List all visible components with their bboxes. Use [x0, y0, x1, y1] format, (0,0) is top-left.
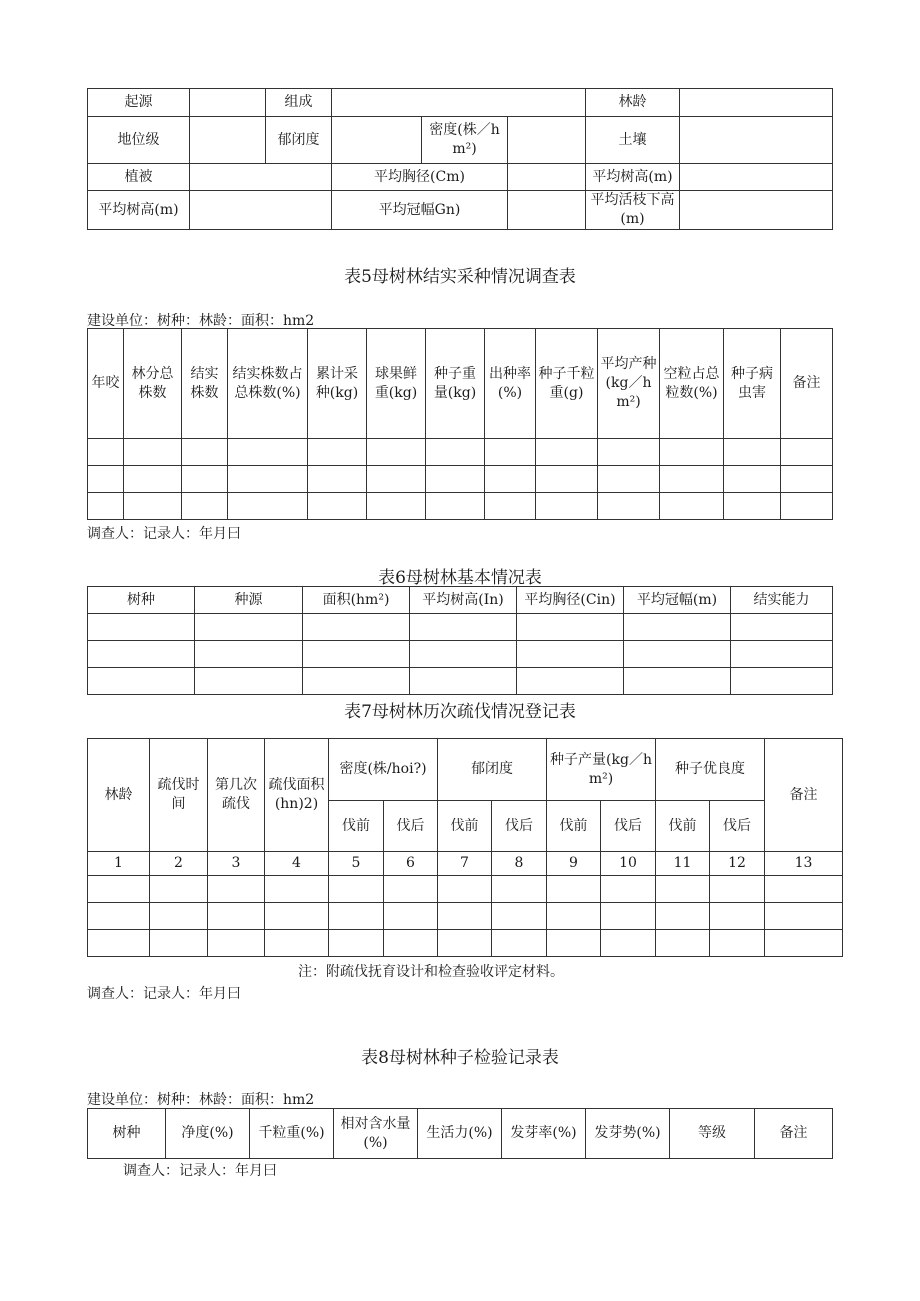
t7-subheader: 伐后	[710, 801, 765, 852]
t7-subheader: 伐后	[492, 801, 547, 852]
t6-header: 结实能力	[731, 587, 833, 614]
t5-header: 出种率(%)	[485, 329, 536, 439]
table-row	[88, 439, 833, 466]
t5-header: 年咬	[88, 329, 124, 439]
t7-header: 密度(株/hoi?)	[329, 739, 438, 801]
t6-header: 平均冠幅(m)	[624, 587, 731, 614]
t5-header: 空粒占总粒数(%)	[660, 329, 724, 439]
cell	[508, 117, 586, 164]
cell	[190, 117, 266, 164]
table8-title: 表8母树林种子检验记录表	[361, 1048, 559, 1068]
t6-header: 树种	[88, 587, 195, 614]
t7-subheader: 伐前	[438, 801, 492, 852]
t7-header: 疏伐时间	[150, 739, 208, 852]
t6-header: 平均树高(In)	[410, 587, 517, 614]
t7-number: 6	[384, 852, 438, 876]
t7-number: 8	[492, 852, 547, 876]
cell	[508, 164, 586, 191]
cell	[332, 89, 586, 117]
cell	[680, 89, 833, 117]
t7-header: 种子优良度	[656, 739, 765, 801]
t8-header: 千粒重(%)	[250, 1109, 334, 1159]
table7-footer: 调查人：记录人：年月曰	[87, 986, 241, 1002]
t7-number: 2	[150, 852, 208, 876]
t5-header: 林分总株数	[124, 329, 182, 439]
t8-header: 备注	[755, 1109, 833, 1159]
label-mean-height-2: 平均树高(m)	[88, 191, 190, 230]
table5-meta: 建设单位：树种：林龄：面积：hm2	[87, 313, 315, 329]
label-stand-age: 林龄	[586, 89, 680, 117]
t7-number: 7	[438, 852, 492, 876]
table7	[87, 738, 843, 957]
t5-header: 种子千粒重(g)	[536, 329, 598, 439]
t5-header: 备注	[781, 329, 833, 439]
t6-header: 平均胸径(Cin)	[517, 587, 624, 614]
table-row	[88, 493, 833, 520]
t7-header: 疏伐面积(hn)2)	[265, 739, 329, 852]
cell	[680, 117, 833, 164]
table8-meta: 建设单位：树种：林龄：面积：hm2	[87, 1092, 315, 1108]
table7-title: 表7母树林历次疏伐情况登记表	[344, 702, 576, 722]
cell	[190, 191, 332, 230]
table-row	[88, 614, 833, 641]
table5	[87, 328, 833, 520]
t6-header: 种源	[195, 587, 303, 614]
t6-header: 面积(hm²)	[303, 587, 410, 614]
site-table	[87, 88, 833, 230]
table6-title: 表6母树林基本情况表	[378, 568, 542, 588]
t8-header: 生活力(%)	[418, 1109, 502, 1159]
t5-header: 结实株数占总株数(%)	[228, 329, 308, 439]
label-density: 密度(株／hm²)	[422, 117, 508, 164]
t7-header: 郁闭度	[438, 739, 547, 801]
t7-number: 5	[329, 852, 384, 876]
t7-header: 备注	[765, 739, 843, 852]
label-mean-crown: 平均冠幅Gn)	[332, 191, 508, 230]
t7-subheader: 伐前	[656, 801, 710, 852]
t8-header: 树种	[88, 1109, 166, 1159]
cell	[508, 191, 586, 230]
cell	[680, 191, 833, 230]
t7-number: 3	[208, 852, 265, 876]
t8-header: 净度(%)	[166, 1109, 250, 1159]
t8-header: 等级	[670, 1109, 755, 1159]
t7-number: 4	[265, 852, 329, 876]
label-mean-dbh: 平均胸径(Cm)	[332, 164, 508, 191]
label-soil: 土壤	[586, 117, 680, 164]
label-canopy-density: 郁闭度	[266, 117, 332, 164]
table-row	[88, 930, 843, 957]
t5-header: 球果鲜重(kg)	[367, 329, 426, 439]
t5-header: 平均产种(kg／hm²)	[598, 329, 660, 439]
t7-number: 13	[765, 852, 843, 876]
t8-header: 相对含水量(%)	[334, 1109, 418, 1159]
t5-header: 结实株数	[182, 329, 228, 439]
table-row	[88, 903, 843, 930]
t7-header: 第几次疏伐	[208, 739, 265, 852]
cell	[190, 89, 266, 117]
table-row	[88, 876, 843, 903]
t7-number: 10	[601, 852, 656, 876]
label-origin: 起源	[88, 89, 190, 117]
t7-number: 12	[710, 852, 765, 876]
t7-number: 1	[88, 852, 150, 876]
cell	[332, 117, 422, 164]
t7-subheader: 伐后	[601, 801, 656, 852]
table6	[87, 586, 833, 695]
label-composition: 组成	[266, 89, 332, 117]
t5-header: 种子重量(kg)	[426, 329, 485, 439]
table-row	[88, 641, 833, 668]
cell	[680, 164, 833, 191]
t8-header: 发芽势(%)	[586, 1109, 670, 1159]
table5-title: 表5母树林结实采种情况调查表	[344, 267, 576, 287]
label-site-class: 地位级	[88, 117, 190, 164]
t7-subheader: 伐前	[329, 801, 384, 852]
t7-subheader: 伐前	[547, 801, 601, 852]
t5-header: 种子病虫害	[724, 329, 781, 439]
t7-number: 11	[656, 852, 710, 876]
table-row	[88, 466, 833, 493]
t7-subheader: 伐后	[384, 801, 438, 852]
table7-note: 注：附疏伐抚育设计和检查验收评定材料。	[298, 964, 564, 980]
t7-header: 林龄	[88, 739, 150, 852]
t8-header: 发芽率(%)	[502, 1109, 586, 1159]
label-mean-height: 平均树高(m)	[586, 164, 680, 191]
t7-header: 种子产量(kg／hm²)	[547, 739, 656, 801]
label-vegetation: 植被	[88, 164, 190, 191]
table8-footer: 调查人：记录人：年月曰	[123, 1163, 277, 1179]
t5-header: 累计采种(kg)	[308, 329, 367, 439]
table8	[87, 1108, 833, 1159]
cell	[190, 164, 332, 191]
label-branch-height: 平均活枝下高(m)	[586, 191, 680, 230]
table-row	[88, 668, 833, 695]
table5-footer: 调查人：记录人：年月曰	[87, 526, 241, 542]
t7-number: 9	[547, 852, 601, 876]
